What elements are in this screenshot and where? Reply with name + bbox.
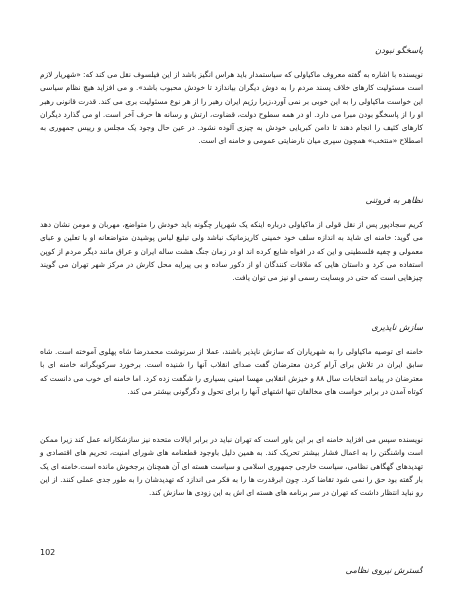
section-heading: پاسخگو نبودن bbox=[375, 45, 423, 55]
section-heading: سازش ناپذیری bbox=[371, 322, 423, 332]
section-paragraph: کریم سجادپور پس از نقل قولی از ماکیاولی درباره اینکه یک شهریار چگونه باید خودش را متواضع، مهربان و مومن نشان دهد می گوید: خامنه ای شاید به اندازه سلف خود خمینی کاریزماتیک نباشد ولی تبلیغ لباس پوشیدن متواضعانه او با تعلین و عبای معمولی و چفیه فلسطینی و این که در افواه شایع کرده اند او در زمان جنگ هشت ساله ایران و عراق مانند دیگر مردم از کوپن استفاده می کرد و داستان هایی که ملاقات کنندگان او از دکور ساده و بی پیرایه محل کارش در مرکز شهر تهران می گویند چیزهایی است که حتی در وبسایت رسمی او نیز می توان یافت. bbox=[40, 220, 423, 283]
section-humility-body bbox=[40, 218, 423, 284]
section-continuation-body bbox=[40, 433, 423, 499]
section-intransigence-body bbox=[40, 345, 423, 398]
section-intransigence bbox=[40, 322, 423, 333]
section-military bbox=[40, 565, 423, 576]
section-paragraph: خامنه ای توصیه ماکیاولی را به شهریاران که سازش ناپذیر باشند، عملا از سرنوشت محمدرضا شاه پهلوی آموخته است. شاه سابق ایران در تلاش برای آرام کردن معترضان گفت صدای انقلاب آنها را شنیده است. برخورد سرکوبگرانه خامنه ای با معترضان در پیامد انتخابات سال ۸۸ و خیزش انقلابی مهسا امینی بسیاری را شگفت زده کرد. اما خامنه ای خوب می دانست که کوتاه آمدن در برابر خواست های مخالفان تنها اشتهای آنها را برای تحول و دگرگونی بیشتر می کند. bbox=[40, 347, 423, 396]
section-accountability bbox=[40, 45, 423, 56]
section-heading: گسترش نیروی نظامی bbox=[345, 565, 423, 575]
section-humility bbox=[40, 195, 423, 206]
section-paragraph: نویسنده سپس می افزاید خامنه ای بر این باور است که تهران نباید در برابر ایالات متحده نیز سازشکارانه عمل کند زیرا ممکن است واشنگتن را به اعمال فشار بیشتر تحریک کند. به همین دلیل باوجود قطعنامه های شورای امنیت، تحریم های اقتصادی و تهدیدهای گهگاهی نظامی، سیاست خارجی جمهوری اسلامی و سیاست هسته ای آن همچنان برجخوش مانده است.خامنه ای یک بار گفته بود حق را نمی شود تقاضا کرد. چون ابرقدرت ها را به فکر می اندازد که تهدیدشان را به طور جدی عملی کنند. از این رو نباید انتظار داشت که تهران در سر برنامه های هسته ای اش به این زودی ها سازش کند. bbox=[40, 435, 423, 498]
page-number: 102 bbox=[40, 548, 56, 557]
section-accountability-body bbox=[40, 68, 423, 148]
section-paragraph: نویسنده با اشاره به گفته معروف ماکیاولی که سیاستمدار باید هراس انگیز باشد از این فیلسوف نقل می کند که: «شهریار لازم است مسئولیت کارهای خلاف پسند مردم را به دوش دیگران بیاندازد تا خودش محبوب باشد». و می افزاید هیچ نظام سیاسی این خواست ماکیاولی را به این خوبی بر نمی آورد،زیرا رژیم ایران رهبر را از هر نوع مسئولیت بری می کند. قدرت قانونی رهبر او را از پاسخگو بودن مبرا می دارد. او در همه سطوح دولت، قضاوت، ارتش و رسانه ها حرف آخر است. او می گذارد دیگران کارهای کثیف را انجام دهند تا دامن کبریایی خودش به چیزی آلوده نشود. در عین حال وجود یک مجلس و رییس جمهوری به اصطلاح «منتخب» همچون سپری میان نارضایتی عمومی و خامنه ای است. bbox=[40, 70, 423, 146]
section-heading: تظاهر به فروتنی bbox=[365, 195, 423, 205]
